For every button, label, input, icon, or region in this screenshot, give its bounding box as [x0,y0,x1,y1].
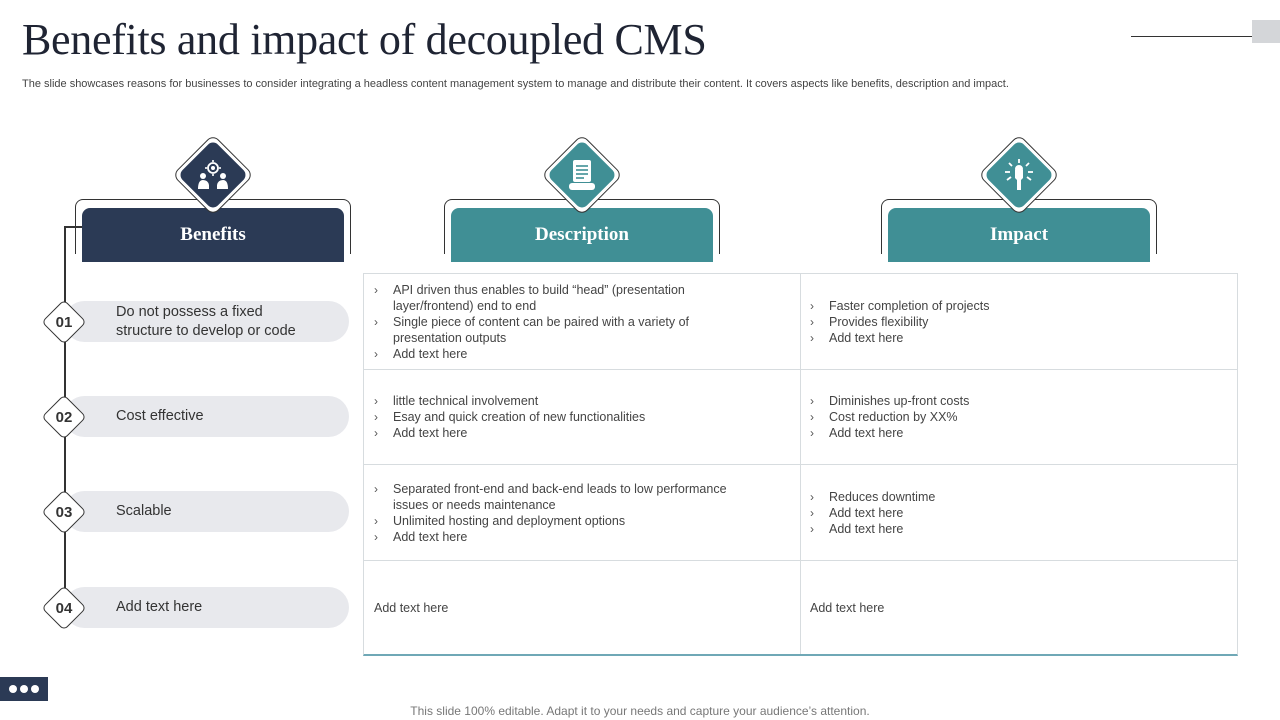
number-badge [44,492,84,532]
bullet-item [810,330,1220,346]
bullet-text: Add text here [393,426,468,440]
bullet-arrow: › [810,489,814,504]
description-cell [374,370,744,464]
bullet-text: Unlimited hosting and deployment options [393,513,626,528]
bullet-arrow: › [810,298,814,313]
bullet-arrow: › [810,394,814,408]
bullet-text: Provides flexibility [829,314,929,329]
bullet-item [810,298,1220,314]
bullet-arrow: › [374,481,378,496]
number-text: 02 [55,408,73,426]
bullet-text: Add text here [829,521,904,536]
bullet-item [374,314,744,346]
bullet-text: Single piece of content can be paired with a variety of presentation outputs [393,314,690,345]
cell-text: Add text here [810,601,885,615]
page-subtitle: The slide showcases reasons for businesses to consider integrating a headless content management system to manage and distribute their content. It covers aspects like benefits, description and impact. [22,78,1009,90]
bullet-arrow: › [810,521,814,536]
bullet-text: Add text here [393,346,468,361]
benefit-text: Cost effective [116,408,204,425]
bullet-arrow: › [810,410,814,424]
bullet-arrow: › [374,314,378,329]
number-badge [44,397,84,437]
bullet-item [810,489,1220,505]
bullet-text: Diminishes up-front costs [829,394,970,408]
benefit-text: Scalable [116,503,172,520]
bullet-arrow: › [374,282,378,297]
number-badge [44,588,84,628]
more-options-icon [0,677,48,701]
bullet-text: API driven thus enables to build “head” (presentation layer/frontend) end to end [393,282,685,313]
bullet-arrow: › [810,505,814,520]
bullet-item [374,393,744,409]
impact-cell [810,274,1220,369]
benefit-pill [64,301,349,342]
description-cell [374,274,744,369]
bullet-arrow: › [374,529,378,544]
benefit-text: Add text here [116,599,203,616]
number-text: 04 [55,599,73,617]
benefits-header: Benefits [82,208,344,262]
bullet-item [810,521,1220,537]
description-cell [374,465,744,560]
bullet-text: Cost reduction by XX% [829,410,958,424]
dot [9,685,17,693]
timeline-hook [64,226,82,228]
page-title: Benefits and impact of decoupled CMS [22,15,707,64]
bullet-text: Esay and quick creation of new functionalities [393,410,646,424]
power-fist-icon [1002,158,1036,192]
bullet-arrow: › [810,314,814,329]
bullet-arrow: › [374,410,378,424]
bullet-item [374,409,744,425]
bullet-item [810,314,1220,330]
bullet-arrow: › [810,426,814,440]
impact-cell [810,370,1220,464]
number-text: 01 [55,313,73,331]
benefit-text: Do not possess a fixed structure to develop or code [116,304,296,339]
bullet-item [374,529,744,545]
footer-note: This slide 100% editable. Adapt it to your needs and capture your audience’s attention. [410,704,870,718]
bullet-item [374,513,744,529]
bullet-arrow: › [374,426,378,440]
description-cell [374,561,744,655]
bullet-item [810,505,1220,521]
bullet-arrow: › [374,513,378,528]
bullet-text: Separated front-end and back-end leads to low performance issues or needs maintenance [393,481,727,512]
document-list-icon [565,158,599,192]
bullet-text: Add text here [829,330,904,345]
cell-text: Add text here [374,601,449,615]
bullet-arrow: › [374,346,378,361]
bullet-text: Add text here [829,426,904,440]
bullet-text: Add text here [829,505,904,520]
description-impact-table [363,273,1238,656]
bullet-item [810,393,1220,409]
description-header: Description [451,208,713,262]
bullet-item [374,282,744,314]
decorative-square [1252,20,1280,43]
dot [31,685,39,693]
decorative-line [1131,36,1261,37]
impact-cell [810,561,1220,655]
bullet-arrow: › [374,394,378,408]
bullet-text: Reduces downtime [829,489,936,504]
bullet-text: Faster completion of projects [829,298,990,313]
bullet-arrow: › [810,330,814,345]
impact-cell [810,465,1220,560]
dot [20,685,28,693]
bullet-text: little technical involvement [393,394,539,408]
bullet-item [810,425,1220,441]
bullet-item [374,481,744,513]
number-badge [44,302,84,342]
team-gear-icon [196,158,230,192]
bullet-item [810,409,1220,425]
bullet-text: Add text here [393,529,468,544]
bullet-item [374,425,744,441]
benefit-pill [64,587,349,628]
impact-header: Impact [888,208,1150,262]
bullet-item [374,346,744,362]
benefit-pill [64,396,349,437]
number-text: 03 [55,503,73,521]
benefit-pill [64,491,349,532]
